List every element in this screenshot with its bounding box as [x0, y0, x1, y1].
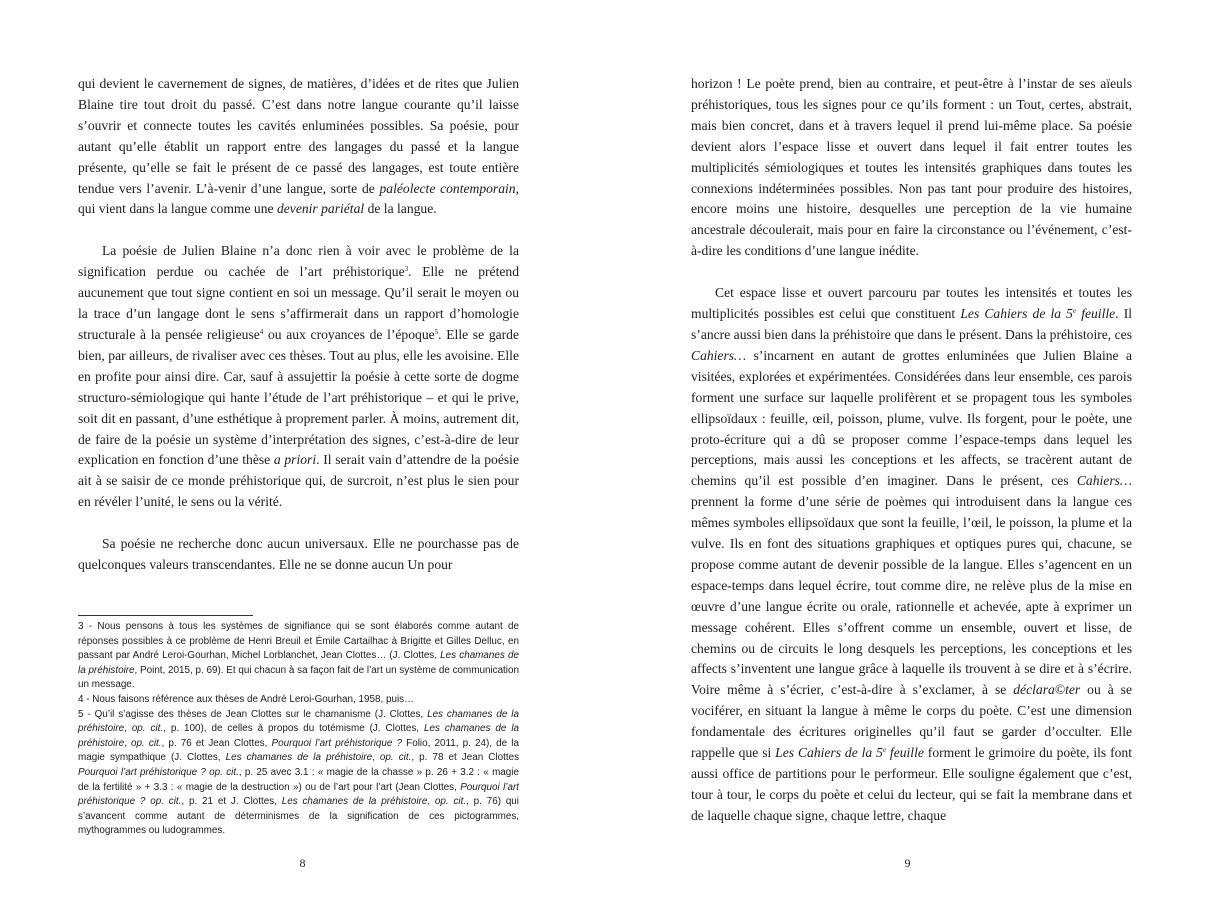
superscript: e — [1072, 307, 1077, 316]
footnote-separator — [78, 615, 253, 616]
italic-title — [775, 745, 924, 760]
italic-title: op. cit. — [131, 723, 164, 735]
text-run: . Elle ne prétend aucunement que tout signe contient en soi un message. Qu’il serait le moyen ou la trace d’un langage dont le sens s’affirmerait dans un rapport d’homologie structurale à la pensée religieuse — [78, 264, 519, 342]
paragraph — [691, 283, 1132, 827]
italic-title: Les chamanes de la préhistoire, op. cit. — [281, 796, 467, 808]
footnote-ref[interactable]: 5 — [434, 327, 439, 336]
italic-title: Cahiers… — [1076, 473, 1132, 489]
italic-title: op. cit. — [131, 737, 162, 749]
italic-title: Les chamanes de la préhistoire — [78, 708, 519, 735]
text-run: de la langue. — [364, 201, 437, 217]
text-run: , — [124, 723, 132, 735]
text-run: 5 - Qu’il s’agisse des thèses de Jean Clottes sur le chamanisme (J. Clottes, — [78, 708, 428, 720]
text-run: ou aux croyances de l’époque — [263, 326, 435, 342]
text-run: , qui vient dans la langue comme une — [78, 180, 519, 217]
superscript: e — [882, 746, 887, 755]
italic-term: a priori — [273, 452, 317, 468]
text-run: qui devient le cavernement de signes, de matières, d’idées et de rites que Julien Blaine tire tout droit du passé. C’est dans notre langue courante qu’il laisse s’ouvrir et connecte toutes les cavités enluminées possibles. Sa poésie, pour autant qu’elle établit un rapport entre des langages du passé et la langue présente, qu’elle se fait le présent de ce passé des langages, est toute entière tendue vers l’avenir. L’à-venir d’une langue, sorte de — [78, 76, 519, 196]
text-run: Cet espace lisse et ouvert parcouru par toutes les intensités et toutes les multiplicités possibles est celui que constituent — [691, 285, 1132, 322]
text-run: La poésie de Julien Blaine n’a donc rien à voir avec le problème de la signification perdue ou cachée de l’art préhistorique — [78, 243, 519, 280]
left-body-text — [78, 74, 519, 576]
footnote-4: 4 - Nous faisons référence aux thèses de André Leroi-Gourhan, 1958, puis… — [78, 693, 414, 705]
page-number: 9 — [904, 856, 911, 870]
text-run: 3 - Nous pensons à tous les systèmes de signifiance qui se sont élaborés comme autant de réponses possibles à ce problème de Henri Breuil et Émile Cartailhac à Brigitte et Gilles Delluc, en passant par André Leroi-Gourhan, Michel Lorblanchet, Jean Clottes… (J. Clottes, — [78, 621, 519, 662]
footnote-3 — [78, 620, 519, 693]
text-run: , — [124, 737, 132, 749]
text-run: . Elle se garde bien, par ailleurs, de rivaliser avec ces thèses. Tout au plus, elle les avoisine. Elle en profite pour ainsi dire. Car, sauf à assujettir la poésie à cette sorte de dogme structuro-sémiologique qui hante l’étude de l’art préhistorique – et qui le prive, soit dit en passant, d’une esthétique à proprement parler. À moins, autrement dit, de faire de la poésie un système d’interprétation des signes, c’est-à-dire de leur explication en fonction d’une thèse — [78, 326, 520, 468]
italic-title-text: Les Cahiers de la 5 — [960, 306, 1073, 322]
italic-title: Pourquoi l’art préhistorique ? — [271, 737, 403, 749]
text-run: , — [372, 752, 380, 764]
text-run: ou à se vociférer, en situant la langue à même le corps du poète. C’est une dimension fondamentale des écritures originelles qu’il faut se garder d’occulter. Elle rappelle que si — [691, 682, 1132, 761]
paragraph: horizon ! Le poète prend, bien au contraire, et peut-être à l’instar de ses aïeuls préhistoriques, tous les signes pour ce qu’ils forment : un Tout, certes, abstrait, mais bien concret, dans et à travers lequel il prend lui-même place. Sa poésie devient alors l’espace lisse et ouvert dans lequel il fait entrer toutes les multiplicités sémiologiques et toutes les intensités graphiques dans toutes les connexions indéterminées possibles. Non pas tant pour produire des histoires, encore moins une histoire, desquelles une perception de la vie humaine ancestrale découlerait, mais pour en faire la circonstance ou l’événement, c’est-à-dire les conditions d’une langue inédite. — [691, 76, 1132, 259]
footnote-ref[interactable]: 4 — [259, 327, 264, 336]
paragraph: Sa poésie ne recherche donc aucun universaux. Elle ne pourchasse pas de quelconques valeurs transcendantes. Elle ne se donne aucun Un pour — [78, 536, 519, 573]
text-run: , p. 100), de celles à propos du totémisme (J. Clottes, — [163, 723, 424, 735]
page-number: 8 — [299, 856, 306, 870]
right-page — [605, 0, 1210, 913]
text-run: Folio, 2011, p. 24), de la magie sympathique (J. Clottes, — [78, 737, 519, 764]
text-run: . Il serait vain d’attendre de la poésie ait à se saisir de ce monde préhistorique qui, de surcroit, n’est plus le sien pour en révéler l’unité, le sens ou la vérité. — [78, 452, 519, 510]
footnote-5 — [78, 708, 519, 839]
paragraph — [78, 74, 519, 220]
italic-title: Pourquoi l’art préhistorique ? op. cit. — [78, 781, 519, 808]
text-run: , p. 21 et J. Clottes, — [181, 796, 282, 808]
italic-title: Les chamanes de la préhistoire — [225, 752, 373, 764]
text-run: , p. 76 et Jean Clottes, — [161, 737, 272, 749]
italic-title — [960, 306, 1115, 321]
text-run: forment le grimoire du poète, ils font aussi office de partitions pour le performeur. Elle souligne également que c’est, tour à tour, le corps du poète et celui du lecteur, qui se fait la membrane dans et de laquelle chaque signe, chaque lettre, chaque — [691, 745, 1132, 823]
italic-term: déclara©ter — [1013, 682, 1081, 698]
paragraph — [78, 241, 519, 513]
footnotes — [78, 615, 519, 839]
italic-term: devenir pariétal — [276, 201, 365, 217]
italic-term: paléolecte contemporain — [379, 180, 516, 196]
text-run: , p. 25 avec 3.1 : « magie de la chasse » p. 26 + 3.2 : « magie de la fertilité » + 3.3 : « magie de la destruction ») ou de l’art pour l’art (Jean Clottes, — [78, 766, 519, 793]
text-run: prennent la forme d’une série de poèmes qui introduisent dans la langue ces mêmes symboles ellipsoïdaux que sont la feuille, l’œil, le poisson, la plume et la vulve. Ils en font des situations graphiques et optiques pures qui, chacune, se propose comme autant de devenir possible de la langue. Elles s’agencent en un espace-temps dans lequel écrire, tout comme dire, ne relève plus de la mise en œuvre d’une langue écrite ou orale, rationnelle et achevée, apte à exprimer un message cohérent. Elles s’offrent comme un ensemble, ouvert et lisse, de chemins ou de circuits le long desquels les perceptions, les conceptions et les affects s’inventent une langue grâce à laquelle ils trouvent à se dire et à s’écrire. Voire même à s’écrier, c’est-à-dire à s’exclamer, à se — [691, 494, 1132, 698]
text-run: . Il s’ancre aussi bien dans la préhistoire que dans le présent. Dans la préhistoire, ces — [691, 306, 1132, 342]
italic-title: op. cit. — [379, 752, 412, 764]
italic-title: Pourquoi l’art préhistorique ? op. cit. — [78, 766, 239, 778]
italic-title: Les chamanes de la préhistoire — [78, 650, 519, 676]
text-run: , p. 78 et Jean Clottes — [411, 752, 520, 764]
italic-title: Cahiers… — [691, 347, 747, 363]
italic-title-text: Les Cahiers de la 5 — [775, 745, 883, 761]
text-run: s’incarnent en autant de grottes enluminées que Julien Blaine a visitées, explorées et expérimentées. Considérées dans leur ensemble, ces parois forment une surface sur laquelle prolifèrent et se propagent tous les symboles ellipsoïdaux : feuille, œil, poisson, plume, vulve. Ils forgent, pour le poète, une proto-écriture qui a dû se proposer comme l’espace-temps dans lequel les perceptions, mais aussi les conceptions et les affects, se tracèrent autant de chemins qu’il est possible d’en imaginer. Dans le présent, ces — [691, 347, 1132, 489]
text-run: , p. 76) qui s’avancent comme autant de déterminismes de la signification de ces pictogrammes, mythogrammes ou ludogrammes. — [78, 796, 519, 837]
text-run: , Point, 2015, p. 69). Et qui chacun à sa façon fait de l’art un système de communication un message. — [78, 664, 519, 691]
italic-title-text: feuille — [886, 745, 924, 761]
right-body-text — [691, 74, 1132, 827]
footnote-ref[interactable]: 3 — [404, 265, 409, 274]
italic-title-text: feuille — [1076, 306, 1116, 322]
italic-title: Les chamanes de la préhistoire — [78, 723, 520, 749]
